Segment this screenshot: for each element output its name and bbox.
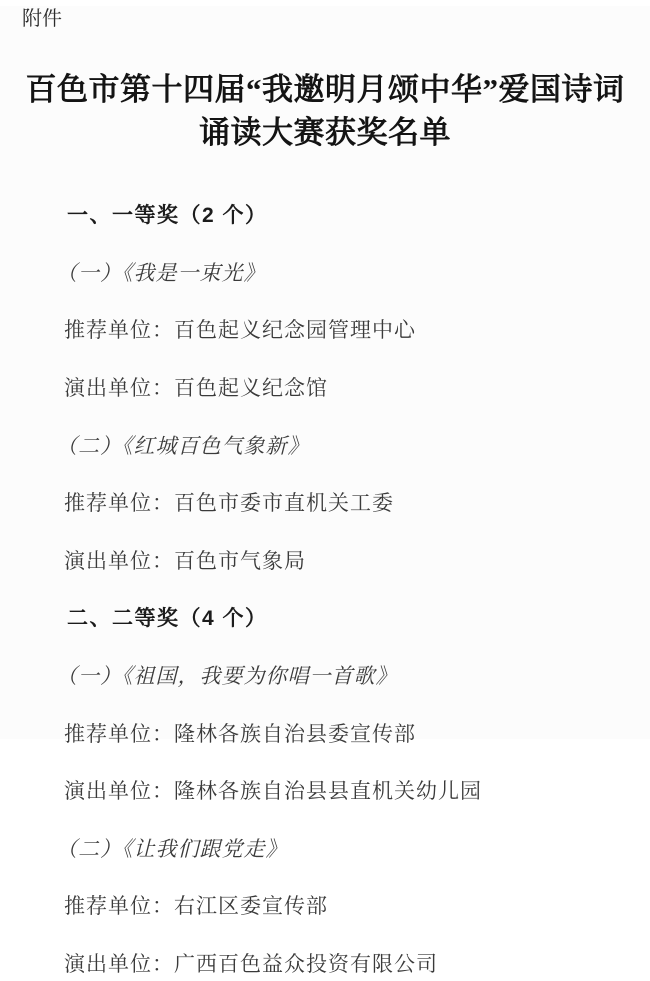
entry-title: （二）《红城百色气象新》: [56, 433, 310, 458]
entry-title: （二）《让我们跟党走》: [56, 836, 288, 861]
document-title-line2: 诵读大赛获奖名单: [199, 115, 451, 150]
award-list: [0, 196, 650, 981]
entry-title: （一）《祖国，我要为你唱一首歌》: [56, 664, 398, 689]
recommender-line: 推荐单位：右江区委宣传部: [64, 894, 328, 919]
recommender-line: 推荐单位：百色市委市直机关工委: [64, 491, 394, 516]
document-title-line1: 百色市第十四届“我邀明月颂中华”爱国诗词: [25, 72, 625, 107]
section-heading-second-prize: 二、二等奖（4 个）: [67, 607, 268, 631]
performer-line: 演出单位：百色市气象局: [64, 548, 306, 573]
section-heading-first-prize: 一、一等奖（2 个）: [67, 204, 268, 228]
performer-line: 演出单位：隆林各族自治县县直机关幼儿园: [64, 779, 482, 804]
document-page: [0, 6, 650, 977]
performer-line: 演出单位：百色起义纪念馆: [64, 376, 328, 401]
recommender-line: 推荐单位：隆林各族自治县委宣传部: [64, 721, 416, 746]
entry-title: （一）《我是一束光》: [56, 260, 266, 285]
recommender-line: 推荐单位：百色起义纪念园管理中心: [64, 318, 416, 343]
document-title: [14, 68, 636, 154]
performer-line: 演出单位：广西百色益众投资有限公司: [64, 952, 438, 977]
attachment-label: 附件: [22, 8, 62, 30]
